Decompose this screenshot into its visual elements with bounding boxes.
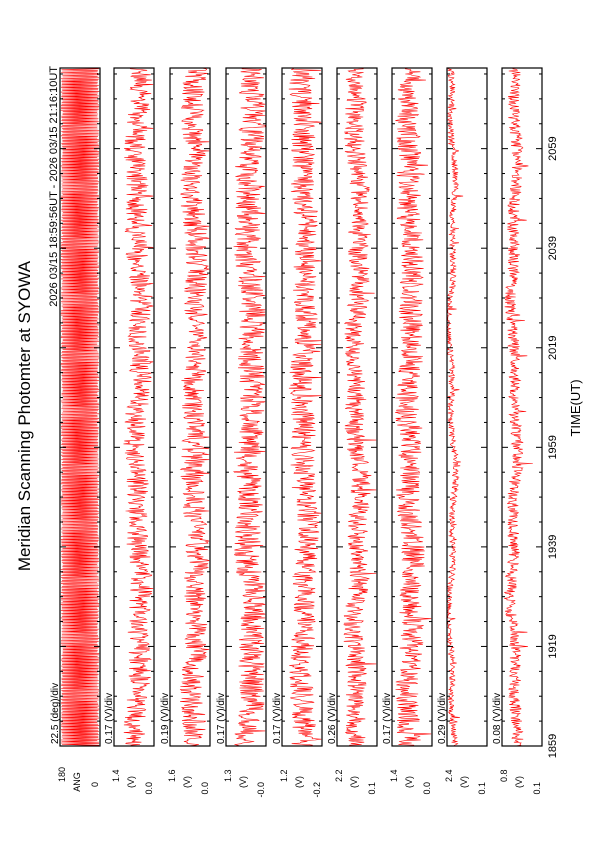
x-tick-labels <box>547 136 559 758</box>
y-axis-label: (V) <box>404 776 414 788</box>
scale-label: 0.19 (V)/div <box>160 692 171 744</box>
y-axis-label: (V) <box>238 776 248 788</box>
y-bottom-label: 0 <box>90 782 100 788</box>
panel-ch4 <box>272 68 322 798</box>
series-trace <box>124 68 154 746</box>
scale-label: 0.26 (V)/div <box>327 692 338 744</box>
series-trace <box>234 68 266 746</box>
panel-frame <box>282 68 322 746</box>
y-top-label: 1.6 <box>167 769 177 782</box>
y-top-label: 180 <box>57 766 67 782</box>
y-top-label: 0.8 <box>499 769 509 782</box>
scale-label: 22.5 (deg)/div <box>50 682 61 744</box>
y-axis-label: (V) <box>514 776 524 788</box>
panel-ch8 <box>492 68 542 795</box>
y-top-label: 2.2 <box>334 769 344 782</box>
scale-label: 0.17 (V)/div <box>272 692 283 744</box>
y-bottom-label: 0.1 <box>367 782 377 795</box>
figure-title: Meridian Scanning Photomter at SYOWA <box>15 260 34 572</box>
y-top-label: 1.3 <box>223 769 233 782</box>
y-axis-label: ANG <box>72 772 82 792</box>
y-bottom-label: -0.0 <box>256 782 266 798</box>
series-trace <box>448 68 463 746</box>
y-top-label: 1.4 <box>389 769 399 782</box>
x-axis-title: TIME(UT) <box>568 379 583 437</box>
y-bottom-label: 0.0 <box>144 782 154 795</box>
time-range-label: 2026 03/15 18:59:56UT - 2026 03/15 21:16:10UT <box>48 66 60 307</box>
x-tick-label: 2019 <box>547 335 559 361</box>
y-axis-label: (V) <box>294 776 304 788</box>
y-bottom-label: 0.1 <box>477 782 487 795</box>
panel-ch7 <box>437 68 487 795</box>
series-trace <box>61 68 99 746</box>
y-bottom-label: 0.1 <box>532 782 542 795</box>
panel-ch1 <box>104 68 154 795</box>
x-tick-label: 1859 <box>547 733 559 759</box>
scale-label: 0.17 (V)/div <box>382 692 393 744</box>
y-top-label: 1.2 <box>279 769 289 782</box>
panel-ch3 <box>216 68 266 798</box>
y-axis-label: (V) <box>182 776 192 788</box>
y-bottom-label: -0.2 <box>312 782 322 798</box>
y-axis-label: (V) <box>459 776 469 788</box>
scale-label: 0.08 (V)/div <box>492 692 503 744</box>
y-axis-label: (V) <box>126 776 136 788</box>
scale-label: 0.17 (V)/div <box>216 692 227 744</box>
series-trace <box>504 68 533 746</box>
y-bottom-label: 0.0 <box>422 782 432 795</box>
y-top-label: 2.4 <box>444 769 454 782</box>
series-trace <box>180 68 209 746</box>
y-bottom-label: 0.0 <box>200 782 210 795</box>
panel-ch6 <box>382 68 432 795</box>
series-trace <box>395 68 431 746</box>
panel-ch2 <box>160 68 210 795</box>
chart-panels <box>50 68 542 798</box>
x-tick-label: 1919 <box>547 634 559 659</box>
series-trace <box>344 68 377 746</box>
panel-ch5 <box>327 68 377 795</box>
y-axis-label: (V) <box>349 776 359 788</box>
x-tick-label: 1939 <box>547 534 559 560</box>
series-trace <box>289 68 321 746</box>
scale-label: 0.29 (V)/div <box>437 692 448 744</box>
x-tick-label: 2059 <box>547 136 559 161</box>
scale-label: 0.17 (V)/div <box>104 692 115 744</box>
panel-frame <box>502 68 542 746</box>
x-tick-label: 2039 <box>547 235 559 261</box>
y-top-label: 1.4 <box>111 769 121 782</box>
x-tick-label: 1959 <box>547 435 559 460</box>
